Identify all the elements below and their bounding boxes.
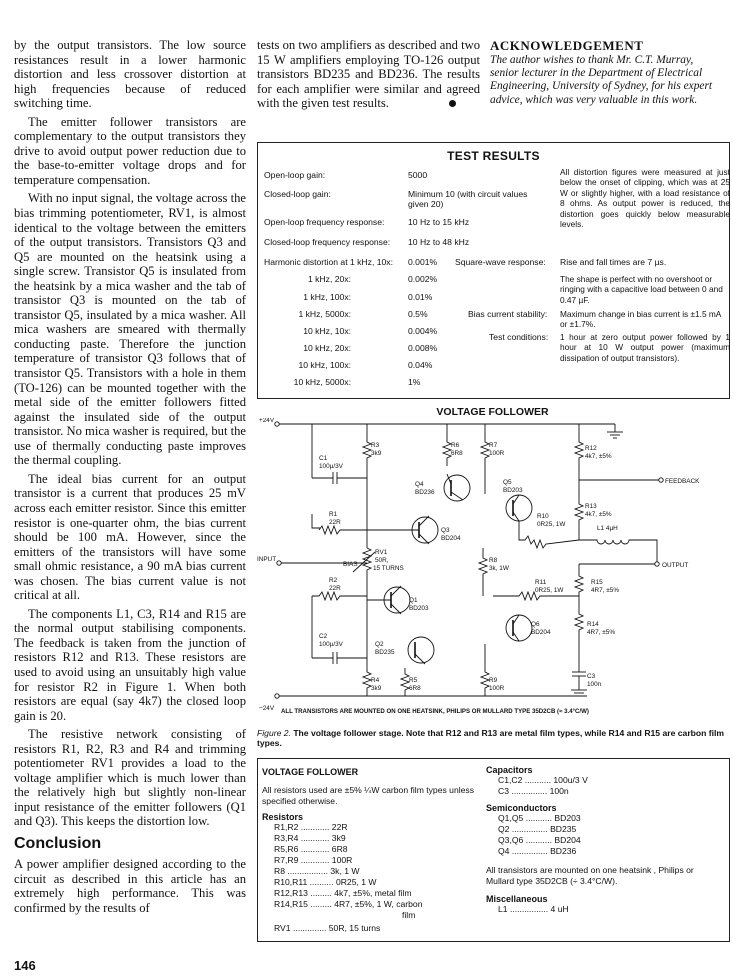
test-label: Closed-loop frequency response:: [264, 237, 391, 247]
label-r7: R7: [489, 442, 498, 449]
resistor-r13: [575, 480, 583, 540]
heatsink-note: ALL TRANSISTORS ARE MOUNTED ON ONE HEATSINK, PHILIPS OR MULLARD TYPE 35D2CB (≈ 3.4°C/W): [281, 708, 589, 715]
section-heading-conclusion: Conclusion: [14, 834, 102, 852]
parts-left: [262, 767, 488, 934]
parts-right: [486, 765, 726, 915]
label-r11-value: 0R25, 1W: [535, 587, 564, 594]
terminal-icon: [277, 561, 281, 565]
part-dots: .........: [307, 899, 335, 909]
test-label: Closed-loop gain:: [264, 189, 331, 199]
part-value: 3k9: [331, 833, 346, 843]
part-dots: ...............: [509, 846, 551, 856]
label-r1: R1: [329, 511, 338, 518]
label-l1: L1 4µH: [597, 525, 618, 532]
label-q1-value: BD203: [409, 605, 429, 612]
test-label: Open-loop gain:: [264, 170, 326, 180]
paragraph: With no input signal, the voltage across the bias trimming potentiometer, RV1, is almost identical to the voltage between the emitters of the output transistors. Transistors Q3 and Q5 are mounted on the heatsink using a single screw. Transistor Q5 is insulated from the heatsink by a mica washer and the tab of transistor Q3 is mounted on the tab of transistor Q5, insulated by a mica washer. All mica washers are smeared with thermally conducting paste. Therefore the junction temperature of transistor Q3 follows that of transistor Q5. Transistors with a hole in them (TO-126) can be mounted together with the metal side of the emitter followers fitted against the insulated side of the output transistor. No mica washer is required, but the use of thermally conducting paste improves the thermal coupling.: [14, 191, 246, 468]
part-value: 4 uH: [550, 904, 569, 914]
part-ref: L1: [498, 904, 508, 914]
part-dots: ............: [298, 855, 332, 865]
label-c2-value: 100µ/3V: [319, 641, 343, 648]
part-ref: Q2: [498, 824, 510, 834]
label-q1: Q1: [409, 597, 418, 604]
paragraph: The emitter follower transistors are complementary to the output transistors they drive to avoid output power reduction due to the base-to-emitter voltage drops and for temperature compensation.: [14, 114, 246, 187]
label-rv1-turns: 15 TURNS: [373, 565, 404, 572]
part-row-continued: film: [402, 910, 416, 920]
terminal-icon: [655, 562, 659, 566]
label-r8: R8: [489, 557, 498, 564]
part-row: [262, 877, 488, 888]
acknowledgement-heading: ACKNOWLEDGEMENT: [490, 38, 644, 53]
label-r7-value: 100R: [489, 450, 505, 457]
part-row: [486, 904, 726, 915]
transistor-q2: [408, 637, 434, 663]
part-row: [486, 824, 726, 835]
label-r13-value: 4k7, ±5%: [585, 511, 612, 518]
label-c2: C2: [319, 633, 328, 640]
label-r15-value: 4R7, ±5%: [591, 587, 620, 594]
part-dots: ...........: [523, 835, 555, 845]
label-q4: Q4: [415, 481, 424, 488]
resistor-r7: [481, 424, 489, 474]
paragraph: The ideal bias current for an output transistor is a current that produces 25 mV across each emitter resistor. Since this emitter resistor is one-quarter ohm, the bias current should be 100 mA. However, since the emitters of the transistors will have some small ohmic resistance, a 90 mA bias current was chosen. The bias current value is not critical at all.: [14, 471, 246, 603]
test-label: 1 kHz, 20x:: [308, 274, 351, 284]
label-vpos: +24V: [259, 418, 275, 424]
transistor-q4: [444, 475, 470, 501]
part-value: 6R8: [331, 844, 348, 854]
figure-caption-text: The voltage follower stage. Note that R12 and R13 are metal film types, while R14 and R15 are carbon film types.: [257, 728, 725, 749]
label-r2: R2: [329, 577, 338, 584]
part-ref: R14,R15: [274, 899, 308, 909]
terminal-icon: [659, 478, 663, 482]
resistors-heading: Resistors: [262, 812, 304, 822]
resistor-r1: [319, 526, 367, 534]
part-ref: C3: [498, 786, 509, 796]
label-output: OUTPUT: [662, 562, 689, 569]
label-r14: R14: [587, 621, 599, 628]
label-r12: R12: [585, 445, 597, 452]
label-r10-value: 0R25, 1W: [537, 521, 566, 528]
test-label: 10 kHz, 100x:: [298, 360, 351, 370]
paragraph: The resistive network consisting of resistors R1, R2, R3 and R4 and trimming potentiometer RV1 provides a load to the voltage amplifier which is much lower than the relatively high but slightly non-linear input resistance of the emitter followers (Q1 and Q3). This keeps the distortion low.: [14, 727, 246, 829]
part-ref: R1,R2: [274, 822, 299, 832]
test-label: Harmonic distortion at 1 kHz, 10x:: [264, 257, 393, 267]
part-dots: .........: [307, 888, 335, 898]
part-ref: R3,R4: [274, 833, 299, 843]
test-value: 5000: [408, 170, 428, 180]
part-value: 3k, 1 W: [330, 866, 360, 876]
paragraph: [257, 38, 480, 111]
label-q6-value: BD204: [531, 629, 551, 636]
test-value: 0.01%: [408, 292, 433, 302]
square-wave-value: Rise and fall times are 7 µs.: [560, 257, 667, 267]
miscellaneous-heading: Miscellaneous: [486, 894, 548, 904]
part-ref: R7,R9: [274, 855, 299, 865]
test-label: 1 kHz, 100x:: [303, 292, 351, 302]
part-row: [262, 855, 488, 866]
test-value: 0.04%: [408, 360, 433, 370]
label-c1-value: 100µ/3V: [319, 463, 343, 470]
test-value: 0.001%: [408, 257, 438, 267]
parts-list-box: [257, 758, 730, 942]
resistor-r15: [575, 564, 583, 596]
label-r5: R5: [409, 677, 418, 684]
label-r10: R10: [537, 513, 549, 520]
part-dots: ............: [298, 822, 332, 832]
label-q3: Q3: [441, 527, 450, 534]
paragraph: A power amplifier designed according to the circuit as described in this article has an extremely high performance. This was confirmed by the results of: [14, 856, 246, 915]
terminal-icon: [275, 422, 279, 426]
label-r14-value: 4R7, ±5%: [587, 629, 616, 636]
semiconductors-heading: Semiconductors: [486, 803, 557, 813]
label-r6: R6: [451, 442, 460, 449]
terminal-icon: [275, 694, 279, 698]
potentiometer-rv1: [363, 548, 371, 582]
label-r11: R11: [535, 579, 547, 586]
resistor-r4: [363, 658, 371, 696]
transistor-q5: [506, 495, 532, 521]
part-dots: ...............: [509, 824, 551, 834]
test-results-title: TEST RESULTS: [447, 149, 540, 163]
test-conditions-value: 1 hour at zero output power followed by 1 hour at 10 W output power (maximum dissipation of output transistors).: [560, 332, 730, 363]
label-r4-value: 3k9: [371, 685, 382, 692]
test-value: 1%: [408, 377, 421, 387]
label-r8-value: 3k, 1W: [489, 565, 509, 572]
resistor-r6: [443, 424, 451, 466]
label-r12-value: 4k7, ±5%: [585, 453, 612, 460]
paragraph: by the output transistors. The low source resistances result in a lower harmonic distortion and less crossover distortion at high frequencies because of reduced switching time.: [14, 38, 246, 111]
resistor-r2: [312, 592, 367, 600]
part-row: [486, 835, 726, 846]
part-row: [262, 923, 488, 934]
resistor-r8: [479, 548, 487, 596]
square-wave-note: The shape is perfect with no overshoot or ringing with a capacitive load between 0 and 0.47 µF.: [560, 274, 723, 305]
part-row: [262, 833, 488, 844]
part-row: [262, 888, 488, 899]
part-row: [486, 786, 726, 797]
part-value: 100R: [331, 855, 353, 865]
label-r6-value: 6R8: [451, 450, 463, 457]
part-value: 22R: [331, 822, 348, 832]
label-r3-value: 3k9: [371, 450, 382, 457]
end-mark-icon: [449, 100, 456, 107]
paragraph-text: tests on two amplifiers as described and two 15 W amplifiers employing TO-126 output transistors BD235 and BD236. The results for each amplifier were similar and agreed with the given test results.: [257, 38, 480, 111]
resistor-r5: [401, 668, 409, 696]
part-dots: ................: [507, 904, 551, 914]
label-q2-value: BD235: [375, 649, 395, 656]
test-label: 10 kHz, 10x:: [303, 326, 351, 336]
wire: [312, 514, 320, 528]
part-ref: Q3,Q6: [498, 835, 524, 845]
test-label: Open-loop frequency response:: [264, 217, 385, 227]
label-r3: R3: [371, 442, 380, 449]
part-ref: C1,C2: [498, 775, 523, 785]
test-results-box: [257, 142, 730, 399]
distortion-note: All distortion figures were measured at just below the onset of clipping, which was at 25 W or slightly higher, with a load resistance of 8 ohms. As output power is reduced, the distortion goes quickly below measurable levels.: [560, 167, 730, 230]
inductor-l1: [579, 540, 657, 564]
label-q5-value: BD203: [503, 487, 523, 494]
label-q5: Q5: [503, 479, 512, 486]
transistor-q4: [451, 492, 463, 500]
parts-intro: All resistors used are ±5% ¼W carbon film types unless specified otherwise.: [262, 785, 475, 806]
figure-number: Figure 2.: [257, 728, 291, 738]
test-value: 0.008%: [408, 343, 438, 353]
part-ref: Q1,Q5: [498, 813, 524, 823]
test-conditions-label: Test conditions:: [489, 332, 549, 342]
parts-title: VOLTAGE FOLLOWER: [262, 767, 359, 777]
label-r9-value: 100R: [489, 685, 505, 692]
figure-caption: [257, 728, 728, 749]
part-value: BD203: [554, 813, 581, 823]
acknowledgement: [490, 38, 724, 107]
column-1: [14, 38, 246, 919]
label-input: INPUT: [257, 556, 277, 563]
column-2: [257, 38, 480, 115]
part-dots: .................: [285, 866, 331, 876]
part-row: [262, 866, 488, 877]
label-q3-value: BD204: [441, 535, 461, 542]
bias-stability-label: Bias current stability:: [468, 309, 548, 319]
test-value: 0.002%: [408, 274, 438, 284]
test-value: Minimum 10 (with circuit values given 20): [408, 189, 528, 210]
resistor-r9: [481, 644, 489, 696]
label-r9: R9: [489, 677, 498, 684]
part-ref: R10,R11: [274, 877, 308, 887]
label-rv1-value: 50R,: [375, 557, 389, 564]
part-value: 0R25, 1 W: [335, 877, 377, 887]
test-value: 0.5%: [408, 309, 428, 319]
test-value: 10 Hz to 15 kHz: [408, 217, 470, 227]
part-ref: R8: [274, 866, 285, 876]
label-c3-value: 100n: [587, 681, 602, 688]
part-dots: ..........: [307, 877, 336, 887]
part-row: [486, 846, 726, 857]
part-dots: ...........: [522, 775, 554, 785]
bias-stability-value: Maximum change in bias current is ±1.5 mA or ±1.7%.: [560, 309, 721, 330]
heatsink-parts-note: All transistors are mounted on one heatsink , Philips or Mullard type 35D2CB (÷ 3.4°C/W).: [486, 865, 694, 886]
voltage-follower-schematic: [257, 402, 728, 720]
part-row: [486, 775, 726, 786]
label-bias: BIAS: [343, 561, 358, 568]
part-value: 100u/3 V: [553, 775, 588, 785]
label-vneg: −24V: [259, 705, 275, 712]
part-value: 50R, 15 turns: [328, 923, 381, 933]
label-r1-value: 22R: [329, 519, 341, 526]
test-label: 10 kHz, 20x:: [303, 343, 351, 353]
label-c1: C1: [319, 455, 328, 462]
label-q6: Q6: [531, 621, 540, 628]
label-c3: C3: [587, 673, 596, 680]
page-number: 146: [14, 958, 36, 973]
part-row: [262, 899, 488, 910]
label-feedback: FEEDBACK: [665, 478, 700, 485]
label-r5-value: 6R8: [409, 685, 421, 692]
part-row: [262, 844, 488, 855]
part-value: 100n: [549, 786, 569, 796]
capacitors-heading: Capacitors: [486, 765, 533, 775]
part-value: BD236: [550, 846, 577, 856]
resistor-r3: [363, 424, 371, 468]
part-value: 4k7, ±5%, metal film: [334, 888, 412, 898]
label-r2-value: 22R: [329, 585, 341, 592]
square-wave-label: Square-wave response:: [455, 257, 546, 267]
label-q4-value: BD236: [415, 489, 435, 496]
label-rv1: RV1: [375, 549, 388, 556]
part-ref: RV1: [274, 923, 291, 933]
paragraph: The components L1, C3, R14 and R15 are the normal output stabilising components. The feedback is taken from the junction of resistors R12 and R13. These resistors are used to avoid using an unsuitably high value for resistor R2 in Figure 1. When both resistors are equal (say 4k7) the closed loop gain is 20.: [14, 606, 246, 723]
part-ref: Q4: [498, 846, 510, 856]
acknowledgement-text: The author wishes to thank Mr. C.T. Murray, senior lecturer in the Department of Electrical Engineering, University of Sydney, for his expert advice, which was very valuable in this work.: [490, 54, 713, 106]
resistor-r14: [575, 596, 583, 648]
label-q2: Q2: [375, 641, 384, 648]
part-value: BD235: [550, 824, 577, 834]
label-r4: R4: [371, 677, 380, 684]
part-ref: R5,R6: [274, 844, 299, 854]
part-dots: ...............: [509, 786, 550, 796]
part-dots: ..............: [290, 923, 329, 933]
part-dots: ............: [298, 844, 332, 854]
schematic-drawing: [257, 418, 728, 718]
test-label: 1 kHz, 5000x:: [298, 309, 351, 319]
part-value: 4R7, ±5%, 1 W, carbon: [334, 899, 423, 909]
part-row: [486, 813, 726, 824]
part-value: BD204: [554, 835, 581, 845]
test-value: 0.004%: [408, 326, 438, 336]
test-label: 10 kHz, 5000x:: [293, 377, 351, 387]
part-dots: ...........: [523, 813, 555, 823]
resistor-r12: [575, 424, 583, 480]
part-dots: ............: [298, 833, 332, 843]
label-r13: R13: [585, 503, 597, 510]
part-row: [262, 822, 488, 833]
transistor-q6: [506, 615, 532, 641]
label-r15: R15: [591, 579, 603, 586]
schematic-title: VOLTAGE FOLLOWER: [436, 406, 549, 418]
part-ref: R12,R13: [274, 888, 308, 898]
test-value: 10 Hz to 48 kHz: [408, 237, 470, 247]
